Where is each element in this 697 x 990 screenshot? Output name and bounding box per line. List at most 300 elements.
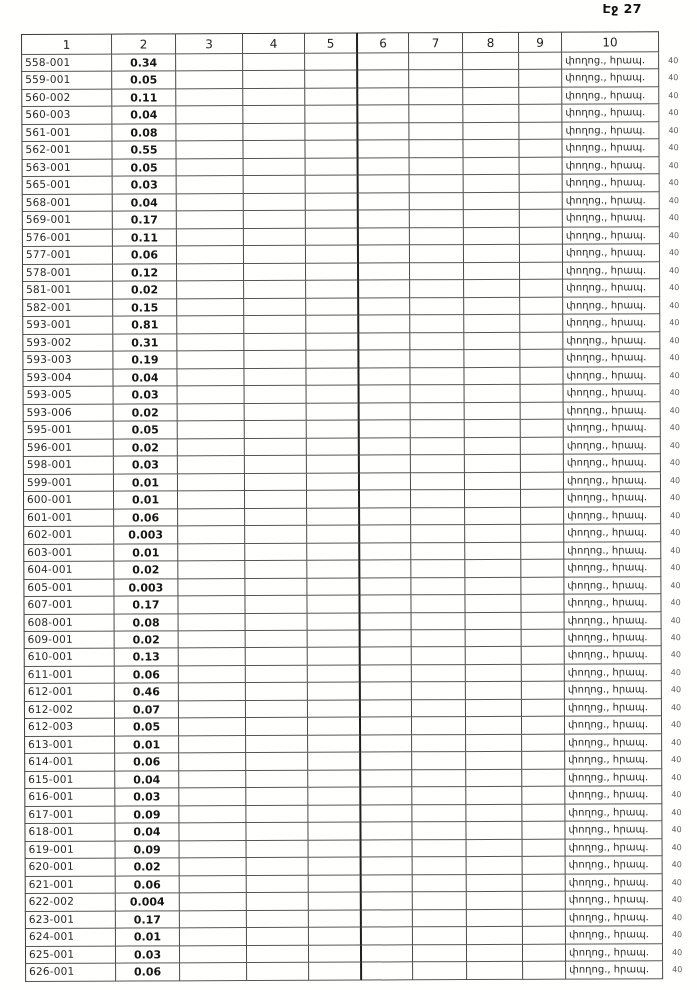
cell-empty bbox=[246, 613, 308, 631]
cell-empty bbox=[176, 141, 243, 159]
cell-empty bbox=[523, 839, 566, 857]
cell-area-value: 0.02 bbox=[114, 561, 178, 579]
cell-empty bbox=[520, 175, 563, 193]
cell-area-value: 0.04 bbox=[115, 771, 179, 789]
cell-parcel-code: 581-001 bbox=[22, 282, 113, 300]
cell-empty bbox=[307, 491, 360, 509]
cell-empty bbox=[520, 332, 563, 350]
cell-empty bbox=[305, 54, 358, 72]
cell-empty bbox=[466, 787, 522, 805]
cell-empty bbox=[465, 560, 521, 578]
edge-cutoff-text: 40 bbox=[668, 126, 679, 136]
cell-empty bbox=[309, 910, 362, 928]
cell-empty bbox=[246, 631, 308, 649]
data-table bbox=[21, 31, 695, 982]
cell-empty bbox=[179, 648, 246, 666]
cell-parcel-code: 625-001 bbox=[25, 946, 116, 964]
cell-empty bbox=[467, 962, 523, 980]
cell-empty bbox=[244, 264, 306, 282]
cell-empty bbox=[463, 140, 519, 158]
cell-empty bbox=[308, 665, 361, 683]
cell-empty bbox=[465, 542, 521, 560]
cell-empty bbox=[521, 525, 564, 543]
cell-empty bbox=[246, 823, 308, 841]
cell-empty bbox=[412, 770, 466, 788]
cell-empty bbox=[307, 456, 360, 474]
cell-empty bbox=[411, 385, 465, 403]
cell-category-text: փողոց., հրապ. bbox=[564, 507, 661, 525]
edge-cutoff-text: 40 bbox=[670, 528, 681, 538]
cell-category-text: փողոց., հրապ. bbox=[565, 664, 662, 682]
cell-empty bbox=[309, 963, 362, 981]
cell-empty bbox=[247, 841, 309, 859]
cell-empty bbox=[307, 473, 360, 491]
cell-empty bbox=[523, 874, 566, 892]
cell-empty bbox=[246, 788, 308, 806]
cell-area-value: 0.11 bbox=[112, 89, 176, 107]
cell-empty bbox=[466, 647, 522, 665]
cell-empty bbox=[179, 631, 246, 649]
page-number-label: Էջ 27 bbox=[602, 1, 642, 16]
cell-empty bbox=[308, 823, 361, 841]
cell-empty bbox=[522, 700, 565, 718]
cell-area-value: 0.01 bbox=[114, 544, 178, 562]
cell-empty bbox=[177, 369, 244, 387]
cell-category-text: փողոց., հրապ. bbox=[565, 699, 662, 717]
cell-empty bbox=[520, 262, 563, 280]
cell-parcel-code: 565-001 bbox=[22, 177, 113, 195]
cell-empty bbox=[411, 420, 465, 438]
cell-area-value: 0.06 bbox=[115, 754, 179, 772]
cell-empty bbox=[411, 560, 465, 578]
cell-empty bbox=[522, 822, 565, 840]
cell-parcel-code: 626-001 bbox=[25, 964, 116, 982]
cell-empty bbox=[307, 508, 360, 526]
cell-empty bbox=[176, 89, 243, 107]
cell-empty bbox=[466, 630, 522, 648]
cell-empty bbox=[179, 823, 246, 841]
cell-empty bbox=[410, 263, 464, 281]
cell-empty bbox=[466, 822, 522, 840]
cell-empty bbox=[180, 963, 247, 981]
cell-empty bbox=[305, 88, 358, 106]
cell-empty bbox=[409, 106, 463, 124]
edge-cutoff-text: 40 bbox=[669, 475, 681, 485]
cell-empty bbox=[520, 193, 563, 211]
cell-area-value: 0.004 bbox=[116, 894, 180, 912]
cell-area-value: 0.13 bbox=[115, 649, 179, 667]
cell-empty bbox=[358, 106, 409, 124]
cell-category-text: փողոց., հրապ. bbox=[564, 384, 661, 402]
cell-empty bbox=[178, 596, 245, 614]
cell-empty bbox=[244, 351, 306, 369]
cell-empty bbox=[180, 893, 247, 911]
edge-cutoff-text: 40 bbox=[669, 318, 680, 328]
edge-cutoff-text: 40 bbox=[670, 685, 682, 695]
cell-empty bbox=[467, 875, 523, 893]
cell-empty bbox=[412, 648, 466, 666]
cell-empty bbox=[180, 841, 247, 859]
edge-cutoff-text: 40 bbox=[668, 230, 680, 241]
cell-empty bbox=[308, 613, 361, 631]
cell-category-text: փողոց., հրապ. bbox=[562, 140, 659, 158]
cell-empty bbox=[521, 577, 564, 595]
cell-empty bbox=[410, 315, 464, 333]
edge-cutoff-text: 40 bbox=[668, 91, 679, 101]
cell-empty bbox=[410, 193, 464, 211]
cell-empty bbox=[520, 297, 563, 315]
cell-empty bbox=[247, 893, 309, 911]
cell-empty bbox=[244, 334, 306, 352]
cell-category-text: փողոց., հրապ. bbox=[564, 419, 661, 437]
cell-category-text: փողոց., հրապ. bbox=[563, 332, 660, 350]
cell-empty bbox=[360, 420, 411, 438]
cell-empty bbox=[307, 578, 360, 596]
cell-empty bbox=[178, 404, 245, 422]
edge-cutoff-text: 40 bbox=[670, 563, 681, 573]
cell-parcel-code: 593-003 bbox=[22, 352, 113, 370]
cell-empty bbox=[178, 421, 245, 439]
cell-empty bbox=[409, 88, 463, 106]
cell-empty bbox=[359, 298, 410, 316]
cell-empty bbox=[465, 472, 521, 490]
cell-empty bbox=[410, 280, 464, 298]
cell-empty bbox=[359, 333, 410, 351]
edge-cutoff-text: 40 bbox=[668, 73, 679, 83]
cell-area-value: 0.04 bbox=[113, 194, 177, 212]
cell-empty bbox=[176, 72, 243, 90]
cell-area-value: 0.55 bbox=[112, 142, 176, 160]
cell-empty bbox=[522, 682, 565, 700]
cell-empty bbox=[522, 735, 565, 753]
cell-empty bbox=[520, 227, 563, 245]
cell-empty bbox=[244, 299, 306, 317]
cell-category-text: փողոց., հրապ. bbox=[563, 262, 660, 280]
cell-parcel-code: 623-001 bbox=[25, 911, 116, 929]
cell-category-text: փողոց., հրապ. bbox=[565, 682, 662, 700]
cell-parcel-code: 559-001 bbox=[21, 72, 112, 90]
cell-area-value: 0.01 bbox=[115, 736, 179, 754]
edge-cutoff-text: 40 bbox=[670, 668, 681, 678]
cell-empty bbox=[522, 630, 565, 648]
cell-empty bbox=[360, 438, 411, 456]
edge-cutoff-text: 40 bbox=[668, 213, 680, 223]
cell-empty bbox=[308, 683, 361, 701]
cell-empty bbox=[177, 159, 244, 177]
cell-empty bbox=[306, 281, 359, 299]
edge-cutoff-text: 40 bbox=[668, 161, 679, 171]
cell-empty bbox=[465, 455, 521, 473]
cell-empty bbox=[246, 806, 308, 824]
cell-empty bbox=[464, 280, 520, 298]
cell-empty bbox=[306, 246, 359, 264]
cell-empty bbox=[466, 612, 522, 630]
cell-empty bbox=[246, 736, 308, 754]
cell-empty bbox=[359, 281, 410, 299]
cell-empty bbox=[463, 88, 519, 106]
cell-area-value: 0.05 bbox=[114, 421, 178, 439]
cell-empty bbox=[411, 578, 465, 596]
cell-empty bbox=[520, 367, 563, 385]
cell-empty bbox=[360, 543, 411, 561]
cell-parcel-code: 605-001 bbox=[23, 579, 114, 597]
cell-category-text: փողոց., հրապ. bbox=[563, 210, 660, 228]
cell-empty bbox=[465, 385, 521, 403]
cell-empty bbox=[360, 490, 411, 508]
cell-empty bbox=[465, 577, 521, 595]
cell-category-text: փողոց., հրապ. bbox=[563, 245, 660, 263]
cell-empty bbox=[519, 105, 562, 123]
cell-empty bbox=[412, 717, 466, 735]
cell-parcel-code: 619-001 bbox=[25, 841, 116, 859]
edge-cutoff-text: 40 bbox=[668, 143, 679, 153]
cell-empty bbox=[464, 298, 520, 316]
cell-empty bbox=[521, 507, 564, 525]
cell-empty bbox=[245, 543, 307, 561]
cell-area-value: 0.02 bbox=[116, 859, 180, 877]
cell-empty bbox=[463, 70, 519, 88]
cell-area-value: 0.06 bbox=[113, 247, 177, 265]
cell-empty bbox=[522, 752, 565, 770]
cell-category-text: փողոց., հրապ. bbox=[566, 839, 663, 857]
cell-empty bbox=[359, 263, 410, 281]
cell-parcel-code: 614-001 bbox=[24, 754, 115, 772]
cell-area-value: 0.31 bbox=[113, 334, 177, 352]
cell-parcel-code: 612-003 bbox=[24, 719, 115, 737]
cell-area-value: 0.02 bbox=[114, 439, 178, 457]
cell-empty bbox=[413, 857, 467, 875]
column-header: 10 bbox=[562, 31, 659, 52]
cell-category-text: փողոց., հրապ. bbox=[566, 926, 663, 944]
cell-empty bbox=[360, 473, 411, 491]
cell-area-value: 0.03 bbox=[114, 387, 178, 405]
cell-parcel-code: 621-001 bbox=[25, 876, 116, 894]
cell-parcel-code: 577-001 bbox=[22, 247, 113, 265]
cell-empty bbox=[358, 123, 409, 141]
edge-cutoff-text: 40 bbox=[671, 842, 682, 852]
cell-area-value: 0.01 bbox=[116, 929, 180, 947]
cell-empty bbox=[176, 106, 243, 124]
edge-cutoff-text: 40 bbox=[672, 965, 683, 975]
cell-parcel-code: 613-001 bbox=[24, 736, 115, 754]
cell-empty bbox=[306, 316, 359, 334]
cell-empty bbox=[520, 210, 563, 228]
cell-empty bbox=[521, 420, 564, 438]
cell-parcel-code: 603-001 bbox=[23, 544, 114, 562]
cell-parcel-code: 595-001 bbox=[23, 422, 114, 440]
cell-empty bbox=[305, 141, 358, 159]
cell-empty bbox=[179, 718, 246, 736]
cell-empty bbox=[244, 246, 306, 264]
cell-area-value: 0.46 bbox=[115, 684, 179, 702]
cell-empty bbox=[466, 700, 522, 718]
cell-empty bbox=[359, 351, 410, 369]
cell-category-text: փողոց., հրապ. bbox=[563, 280, 660, 298]
cell-area-value: 0.003 bbox=[114, 526, 178, 544]
edge-cutoff-text: 40 bbox=[671, 860, 682, 870]
cell-empty bbox=[308, 648, 361, 666]
cell-parcel-code: 562-001 bbox=[21, 142, 112, 160]
cell-category-text: փողոց., հրապ. bbox=[563, 192, 660, 210]
cell-empty bbox=[307, 421, 360, 439]
cell-empty bbox=[176, 124, 243, 142]
cell-parcel-code: 596-001 bbox=[23, 439, 114, 457]
cell-parcel-code: 593-002 bbox=[22, 334, 113, 352]
cell-empty bbox=[464, 350, 520, 368]
cell-area-value: 0.05 bbox=[112, 72, 176, 90]
cell-empty bbox=[245, 438, 307, 456]
cell-empty bbox=[410, 158, 464, 176]
cell-parcel-code: 593-001 bbox=[22, 317, 113, 335]
cell-empty bbox=[410, 368, 464, 386]
cell-empty bbox=[361, 788, 412, 806]
cell-parcel-code: 609-001 bbox=[24, 632, 115, 650]
cell-empty bbox=[412, 752, 466, 770]
edge-cutoff-text: 40 bbox=[669, 335, 680, 345]
edge-cutoff-text: 40 bbox=[670, 510, 681, 520]
cell-empty bbox=[307, 561, 360, 579]
cell-empty bbox=[519, 88, 562, 106]
edge-cutoff-text: 40 bbox=[670, 580, 681, 590]
cell-empty bbox=[178, 439, 245, 457]
cell-empty bbox=[359, 158, 410, 176]
cell-empty bbox=[247, 945, 309, 963]
cell-empty bbox=[244, 229, 306, 247]
cell-empty bbox=[308, 700, 361, 718]
cell-category-text: փողոց., հրապ. bbox=[564, 542, 661, 560]
cell-empty bbox=[463, 53, 519, 71]
cell-empty bbox=[466, 770, 522, 788]
cell-empty bbox=[465, 437, 521, 455]
cell-empty bbox=[359, 316, 410, 334]
cell-empty bbox=[362, 910, 413, 928]
cell-category-text: փողոց., հրապ. bbox=[565, 787, 662, 805]
cell-empty bbox=[243, 124, 305, 142]
cell-empty bbox=[411, 490, 465, 508]
cell-empty bbox=[177, 246, 244, 264]
cell-empty bbox=[467, 840, 523, 858]
edge-cutoff-text: 40 bbox=[670, 493, 681, 503]
cell-category-text: փողոց., հրապ. bbox=[562, 87, 659, 105]
cell-parcel-code: 593-006 bbox=[23, 404, 114, 422]
cell-empty bbox=[362, 962, 413, 980]
cell-empty bbox=[243, 141, 305, 159]
cell-empty bbox=[177, 229, 244, 247]
cell-empty bbox=[465, 420, 521, 438]
cell-category-text: փողոց., հրապ. bbox=[565, 647, 662, 665]
cell-area-value: 0.03 bbox=[113, 177, 177, 195]
cell-empty bbox=[308, 805, 361, 823]
cell-empty bbox=[521, 560, 564, 578]
cell-area-value: 0.04 bbox=[112, 107, 176, 125]
cell-parcel-code: 607-001 bbox=[23, 597, 114, 615]
edge-cutoff-text: 40 bbox=[670, 615, 681, 625]
cell-empty bbox=[362, 945, 413, 963]
edge-cutoff-text: 40 bbox=[668, 56, 679, 66]
cell-empty bbox=[464, 228, 520, 246]
cell-category-text: փողոց., հրապ. bbox=[563, 367, 660, 385]
cell-category-text: փողոց., հրապ. bbox=[563, 175, 660, 193]
cell-parcel-code: 568-001 bbox=[22, 194, 113, 212]
cell-empty bbox=[412, 700, 466, 718]
cell-empty bbox=[410, 175, 464, 193]
cell-empty bbox=[464, 245, 520, 263]
cell-empty bbox=[467, 910, 523, 928]
cell-category-text: փողոց., հրապ. bbox=[565, 752, 662, 770]
cell-category-text: փողոց., հրապ. bbox=[563, 157, 660, 175]
cell-empty bbox=[306, 158, 359, 176]
cell-empty bbox=[410, 210, 464, 228]
cell-empty bbox=[359, 176, 410, 194]
cell-empty bbox=[361, 823, 412, 841]
cell-empty bbox=[413, 945, 467, 963]
cell-empty bbox=[361, 665, 412, 683]
cell-empty bbox=[180, 858, 247, 876]
cell-category-text: փողոց., հրապ. bbox=[564, 472, 661, 490]
cell-empty bbox=[178, 579, 245, 597]
cell-area-value: 0.003 bbox=[114, 579, 178, 597]
cell-empty bbox=[177, 316, 244, 334]
cell-empty bbox=[245, 578, 307, 596]
column-header: 4 bbox=[243, 33, 305, 54]
cell-empty bbox=[521, 542, 564, 560]
cell-empty bbox=[413, 892, 467, 910]
cell-category-text: փողոց., հրապ. bbox=[564, 402, 661, 420]
cell-category-text: փողոց., հրապ. bbox=[566, 891, 663, 909]
edge-cutoff-text: 40 bbox=[671, 825, 682, 835]
cell-empty bbox=[358, 53, 409, 71]
cell-empty bbox=[519, 140, 562, 158]
cell-empty bbox=[177, 194, 244, 212]
cell-empty bbox=[305, 123, 358, 141]
cell-empty bbox=[413, 875, 467, 893]
cell-category-text: փողոց., հրապ. bbox=[563, 227, 660, 245]
cell-area-value: 0.19 bbox=[113, 352, 177, 370]
cell-category-text: փողոց., հրապ. bbox=[566, 856, 663, 874]
cell-empty bbox=[362, 928, 413, 946]
cell-area-value: 0.09 bbox=[115, 806, 179, 824]
cell-empty bbox=[243, 106, 305, 124]
cell-empty bbox=[522, 612, 565, 630]
cell-empty bbox=[246, 701, 308, 719]
cell-empty bbox=[359, 368, 410, 386]
cell-empty bbox=[246, 683, 308, 701]
cell-empty bbox=[244, 159, 306, 177]
cell-empty bbox=[309, 858, 362, 876]
cell-empty bbox=[359, 211, 410, 229]
cell-empty bbox=[245, 508, 307, 526]
table-header-row bbox=[21, 31, 691, 55]
cell-empty bbox=[243, 89, 305, 107]
cell-empty bbox=[409, 53, 463, 71]
cell-empty bbox=[309, 840, 362, 858]
cell-empty bbox=[308, 631, 361, 649]
cell-area-value: 0.02 bbox=[113, 282, 177, 300]
column-header: 5 bbox=[305, 33, 358, 54]
cell-area-value: 0.05 bbox=[113, 159, 177, 177]
cell-category-text: փողոց., հրապ. bbox=[564, 577, 661, 595]
edge-cutoff-text: 40 bbox=[669, 265, 680, 275]
cell-empty bbox=[413, 840, 467, 858]
cell-empty bbox=[179, 666, 246, 684]
cell-empty bbox=[178, 491, 245, 509]
edge-cutoff-text: 40 bbox=[671, 930, 683, 940]
cell-empty bbox=[412, 822, 466, 840]
cell-empty bbox=[464, 333, 520, 351]
cell-parcel-code: 578-001 bbox=[22, 264, 113, 282]
edge-cutoff-text: 40 bbox=[669, 300, 680, 310]
cell-empty bbox=[464, 210, 520, 228]
